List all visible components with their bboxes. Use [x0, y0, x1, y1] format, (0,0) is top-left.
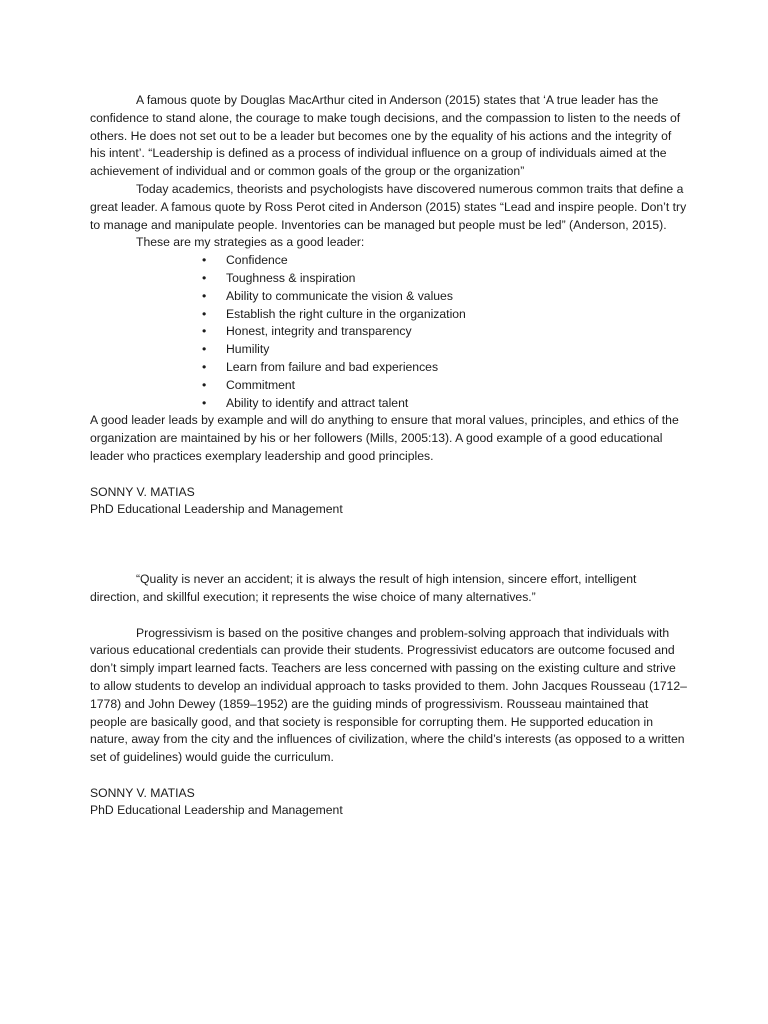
- list-item: [90, 377, 688, 395]
- list-item-text: Ability to identify and attract talent: [226, 395, 409, 410]
- bullet-icon: •: [202, 359, 207, 374]
- signature-block: [90, 785, 688, 821]
- bullet-icon: •: [202, 288, 207, 303]
- list-item-text: Honest, integrity and transparency: [226, 324, 412, 339]
- author-title: PhD Educational Leadership and Management: [90, 803, 343, 818]
- list-item: [90, 395, 688, 413]
- list-item: [90, 252, 688, 270]
- strategies-list: [90, 252, 688, 412]
- list-item: [90, 359, 688, 377]
- signature-block: [90, 484, 688, 520]
- list-item-text: Establish the right culture in the organization: [226, 306, 466, 321]
- list-item: [90, 288, 688, 306]
- strategies-intro: These are my strategies as a good leader:: [136, 235, 365, 250]
- list-item: [90, 323, 688, 341]
- bullet-icon: •: [202, 270, 207, 285]
- quality-quote: “Quality is never an accident; it is always the result of high intension, sincere effort, intelligent direction, and skillful execution; it represents the wise choice of many alternatives.”: [90, 572, 637, 604]
- bullet-icon: •: [202, 377, 207, 392]
- list-item: [90, 270, 688, 288]
- bullet-icon: •: [202, 306, 207, 321]
- author-name: SONNY V. MATIAS: [90, 484, 195, 499]
- paragraph-progressivism: Progressivism is based on the positive changes and problem-solving approach that individuals with various educational credentials can provide their students. Progressivist educators are outcome focused and don’t simply impart learned facts. Teachers are less concerned with passing on the existing culture and strive to allow students to develop an individual approach to tasks provided to them. John Jacques Rousseau (1712–1778) and John Dewey (1859–1952) are the guiding minds of progressivism. Rousseau maintained that people are basically good, and that society is responsible for corrupting them. He supported education in nature, away from the city and the influences of civilization, where the child’s interests (as opposed to a written set of guidelines) would guide the curriculum.: [90, 625, 687, 765]
- author-title: PhD Educational Leadership and Management: [90, 502, 343, 517]
- bullet-icon: •: [202, 324, 207, 339]
- list-item-text: Humility: [226, 342, 270, 357]
- bullet-icon: •: [202, 395, 207, 410]
- list-item: [90, 306, 688, 324]
- list-item-text: Commitment: [226, 377, 296, 392]
- bullet-icon: •: [202, 253, 207, 268]
- document-page: [90, 92, 688, 820]
- list-item-text: Confidence: [226, 253, 288, 268]
- list-item: [90, 341, 688, 359]
- list-item-text: Ability to communicate the vision & values: [226, 288, 453, 303]
- author-name: SONNY V. MATIAS: [90, 785, 195, 800]
- list-item-text: Toughness & inspiration: [226, 270, 356, 285]
- paragraph-macarthur-quote: A famous quote by Douglas MacArthur cited in Anderson (2015) states that ‘A true leader has the confidence to stand alone, the courage to make tough decisions, and the compassion to listen to the needs of others. He does not set out to be a leader but becomes one by the equality of his actions and the integrity of his intent’. “Leadership is defined as a process of individual influence on a group of individuals aimed at the achievement of individual and or common goals of the group or the organization”: [90, 93, 681, 179]
- paragraph-lead-by-example: A good leader leads by example and will do anything to ensure that moral values, principles, and ethics of the organization are maintained by his or her followers (Mills, 2005:13). A good example of a good educational leader who practices exemplary leadership and good principles.: [90, 413, 679, 463]
- bullet-icon: •: [202, 342, 207, 357]
- paragraph-great-leader-traits: Today academics, theorists and psychologists have discovered numerous common traits that define a great leader. A famous quote by Ross Perot cited in Anderson (2015) states “Lead and inspire people. Don’t try to manage and manipulate people. Inventories can be managed but people must be led” (Anderson, 2015).: [90, 181, 687, 232]
- list-item-text: Learn from failure and bad experiences: [226, 359, 439, 374]
